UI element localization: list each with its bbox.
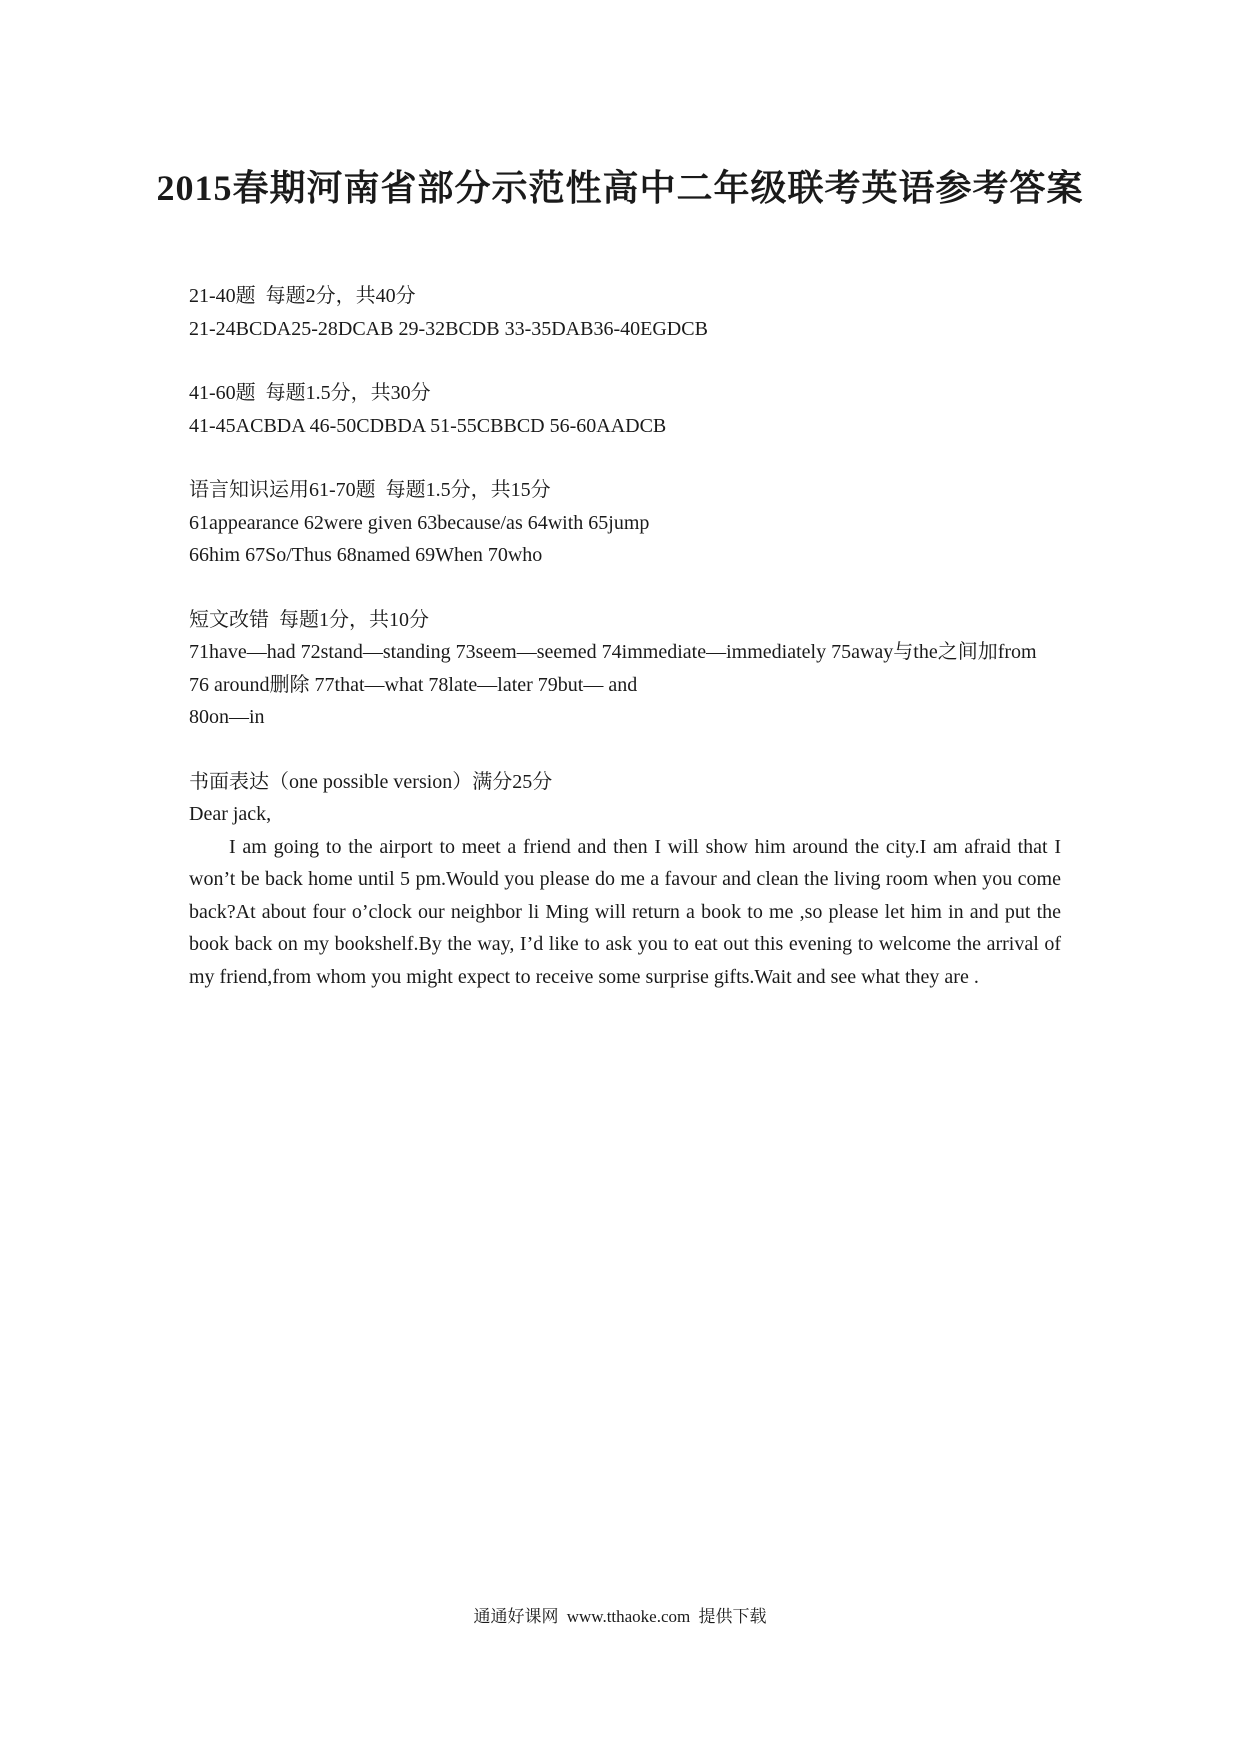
section-heading: 语言知识运用61-70题 每题1.5分，共15分 [189, 479, 551, 501]
answer-line: 21-24BCDA25-28DCAB 29-32BCDB 33-35DAB36-40EGDCB [189, 317, 708, 340]
page-footer: 通通好课网 www.tthaoke.com 提供下载 [473, 1607, 767, 1626]
answer-line: 76 around删除 77that—what 78late—later 79but— and [189, 673, 638, 696]
answer-line: 80on—in [189, 706, 265, 728]
letter-body: I am going to the airport to meet a friend and then I will show him around the city.I am afraid that I won’t be back home until 5 pm.Would you please do me a favour and clean the living room when you come back?At about four o’clock our neighbor li Ming will return a book to me ,so please let him in and put the book back on my bookshelf.By the way, I’d like to ask you to eat out this evening to welcome the arrival of my friend,from whom you might expect to receive some surprise gifts.Wait and see what they are . [189, 835, 1061, 988]
answer-line: 41-45ACBDA 46-50CDBDA 51-55CBBCD 56-60AADCB [189, 414, 667, 437]
answer-content [189, 280, 1061, 1025]
section-41-60 [189, 377, 1061, 442]
section-error-correction [189, 604, 1061, 734]
answer-line: 61appearance 62were given 63because/as 64with 65jump [189, 511, 650, 534]
section-heading: 书面表达（one possible version）满分25分 [189, 770, 553, 793]
section-21-40 [189, 280, 1061, 345]
page-title: 2015春期河南省部分示范性高中二年级联考英语参考答案 [156, 168, 1084, 208]
answer-line: 66him 67So/Thus 68named 69When 70who [189, 544, 543, 566]
section-heading: 短文改错 每题1分，共10分 [189, 608, 429, 631]
section-writing [189, 766, 1061, 994]
section-heading: 21-40题 每题2分，共40分 [189, 285, 416, 307]
section-heading: 41-60题 每题1.5分，共30分 [189, 382, 431, 404]
answer-line: 71have—had 72stand—standing 73seem—seemed 74immediate—immediately 75away与the之间加from [189, 641, 1037, 663]
letter-salutation: Dear jack, [189, 803, 272, 825]
section-61-70 [189, 474, 1061, 572]
